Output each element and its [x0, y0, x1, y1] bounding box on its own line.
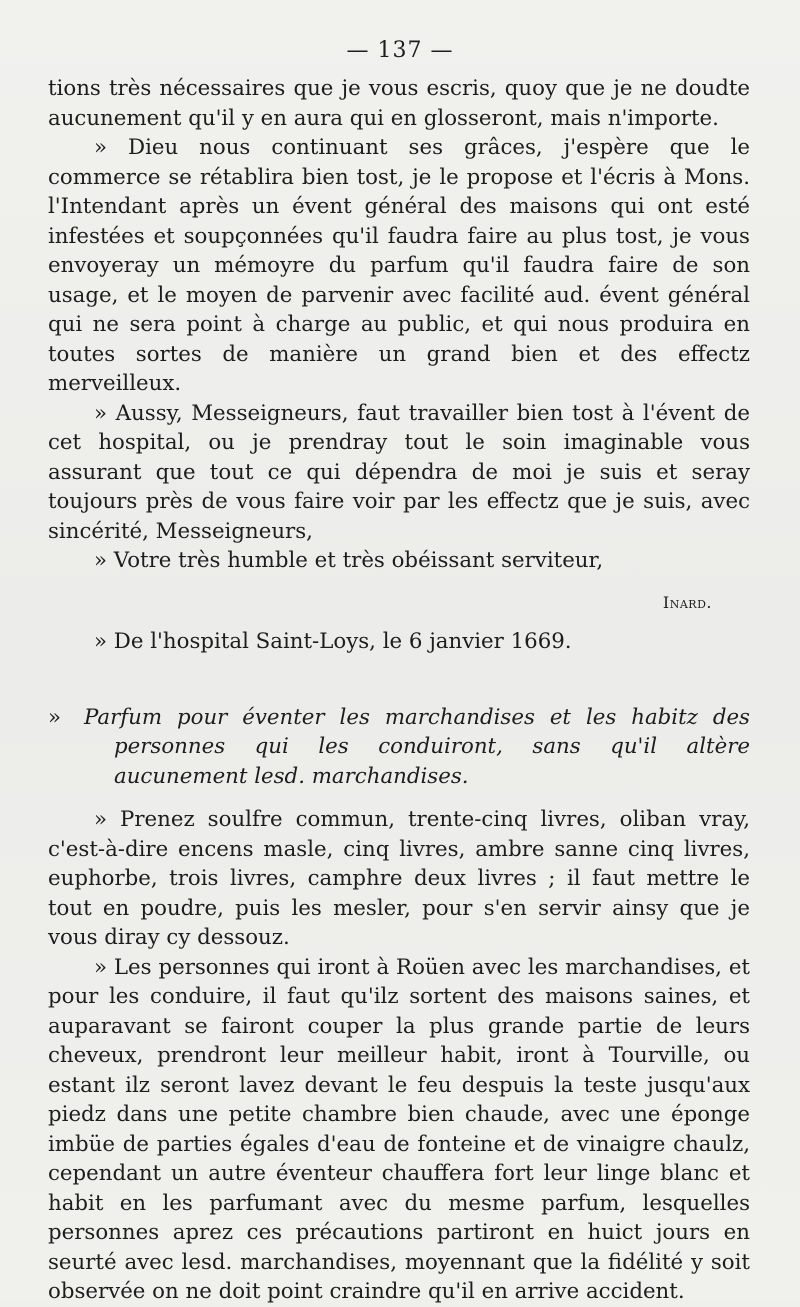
page-number: — 137 —: [346, 38, 454, 63]
section-heading: [48, 703, 750, 792]
paragraph: » Aussy, Messeigneurs, faut travailler bien tost à l'évent de cet hospital, ou je prendray tout le soin imaginable vous assurant que tout ce qui dépendra de moi je suis et seray toujours près de vous faire voir par les effectz que je suis, avec sincérité, Messeigneurs,: [48, 400, 750, 544]
signature: Inard.: [662, 592, 712, 612]
heading-text: Parfum pour éventer les marchandises et les habitz des personnes qui les conduiront, sans qu'il altère aucunement lesd. marchandises.: [84, 704, 750, 789]
paragraph: » Dieu nous continuant ses grâces, j'espère que le commerce se rétablira bien tost, je le propose et l'écris à Mons. l'Intendant après un évent général des maisons qui ont esté infestées et soupçonnées qu'il faudra faire au plus tost, je vous envoyeray un mémoyre du parfum qu'il faudra faire de son usage, et le moyen de parvenir avec facilité aud. évent général qui ne sera point à charge au public, et qui nous produira en toutes sortes de manière un grand bien et des effectz merveilleux.: [48, 135, 750, 396]
dateline: » De l'hospital Saint-Loys, le 6 janvier 1669.: [94, 629, 572, 654]
paragraph: » Prenez soulfre commun, trente-cinq livres, oliban vray, c'est-à-dire encens masle, cinq livres, ambre sanne cinq livres, euphorbe, trois livres, camphre deux livres ; il faut mettre le tout en poudre, puis les mesler, pour s'en servir ainsy que je vous diray cy dessouz.: [48, 807, 750, 950]
closing-line: » Votre très humble et très obéissant serviteur,: [94, 548, 604, 573]
paragraph: » Les personnes qui iront à Roüen avec les marchandises, et pour les conduire, il faut qu'ilz sortent des maisons saines, et auparavant se fairont couper la plus grande partie de leurs cheveux, prendront leur meilleur habit, iront à Tourville, ou estant ilz seront lavez devant le feu despuis la teste jusqu'aux piedz dans une petite chambre bien chaude, avec une éponge imbüe de parties égales d'eau de fonteine et de vinaigre chaulz, cependant un autre éventeur chauffera fort leur linge blanc et habit en les parfumant avec du mesme parfum, lesquelles personnes aprez ces précautions partiront en huict jours en seurté avec lesd. marchandises, moyennant que la fidélité y soit observée on ne doit point craindre qu'il en arrive accident.: [48, 954, 750, 1304]
heading-quote-mark: »: [48, 704, 62, 730]
body-text: [48, 74, 750, 1307]
paragraph: tions très nécessaires que je vous escris, quoy que je ne doudte aucunement qu'il y en aura qui en glosseront, mais n'importe.: [48, 76, 750, 131]
